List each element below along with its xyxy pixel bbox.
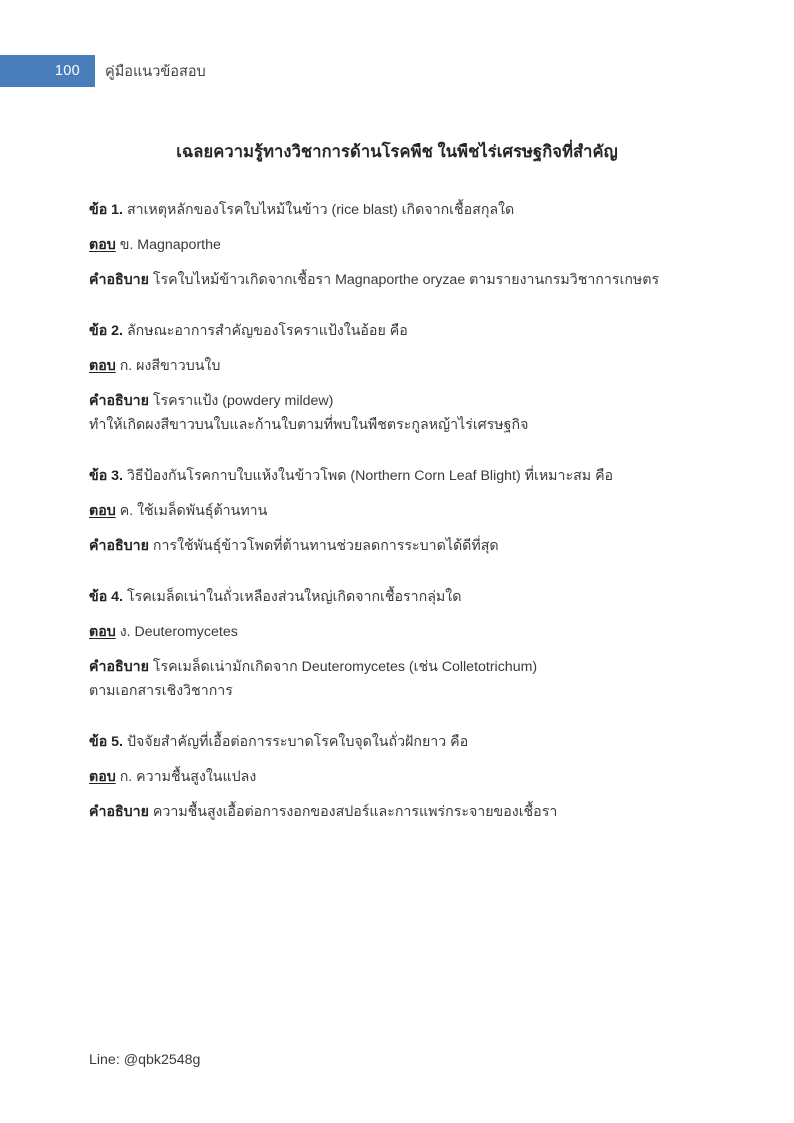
page-header bbox=[0, 55, 794, 87]
page-number: 100 bbox=[54, 62, 80, 79]
answer-line bbox=[89, 766, 705, 788]
question-number: ข้อ 5. bbox=[89, 733, 123, 750]
question-number: ข้อ 3. bbox=[89, 467, 123, 484]
explanation-label: คำอธิบาย bbox=[89, 271, 149, 288]
answer-text: ก. ผงสีขาวบนใบ bbox=[119, 357, 221, 374]
explanation-line bbox=[89, 535, 705, 557]
page-footer-contact: Line: @qbk2548g bbox=[89, 1052, 201, 1068]
qa-block bbox=[89, 465, 705, 557]
answer-line bbox=[89, 621, 705, 643]
answer-text: ก. ความชื้นสูงในแปลง bbox=[119, 768, 257, 785]
qa-block bbox=[89, 731, 705, 823]
explanation-label: คำอธิบาย bbox=[89, 392, 149, 409]
question-text: ลักษณะอาการสำคัญของโรคราแป้งในอ้อย คือ bbox=[126, 322, 408, 339]
question-line bbox=[89, 199, 705, 221]
explanation-line bbox=[89, 269, 705, 291]
explanation-text: โรคเมล็ดเน่ามักเกิดจาก Deuteromycetes (เช่น Colletotrichum) bbox=[152, 658, 538, 675]
explanation-continuation: ตามเอกสารเชิงวิชาการ bbox=[89, 682, 233, 699]
question-text: วิธีป้องกันโรคกาบใบแห้งในข้าวโพด (Northern Corn Leaf Blight) ที่เหมาะสม คือ bbox=[126, 467, 614, 484]
answer-label: ตอบ bbox=[89, 236, 116, 253]
explanation-line bbox=[89, 390, 705, 412]
question-line bbox=[89, 731, 705, 753]
question-text: โรคเมล็ดเน่าในถั่วเหลืองส่วนใหญ่เกิดจากเชื้อรากลุ่มใด bbox=[126, 588, 462, 605]
explanation-text: โรคราแป้ง (powdery mildew) bbox=[152, 392, 334, 409]
answer-text: ข. Magnaporthe bbox=[119, 236, 221, 253]
question-line bbox=[89, 586, 705, 608]
explanation-text: ความชื้นสูงเอื้อต่อการงอกของสปอร์และการแพร่กระจายของเชื้อรา bbox=[152, 803, 558, 820]
qa-block bbox=[89, 199, 705, 291]
explanation-label: คำอธิบาย bbox=[89, 803, 149, 820]
explanation-line bbox=[89, 801, 705, 823]
answer-label: ตอบ bbox=[89, 768, 116, 785]
question-text: ปัจจัยสำคัญที่เอื้อต่อการระบาดโรคใบจุดในถั่วฝักยาว คือ bbox=[126, 733, 469, 750]
answer-label: ตอบ bbox=[89, 623, 116, 640]
document-body bbox=[89, 140, 705, 823]
answer-line bbox=[89, 355, 705, 377]
answer-text: ค. ใช้เมล็ดพันธุ์ต้านทาน bbox=[119, 502, 268, 519]
qa-block bbox=[89, 320, 705, 436]
explanation-line bbox=[89, 656, 705, 678]
question-line bbox=[89, 465, 705, 487]
explanation-text: โรคใบไหม้ข้าวเกิดจากเชื้อรา Magnaporthe oryzae ตามรายงานกรมวิชาการเกษตร bbox=[152, 271, 660, 288]
answer-label: ตอบ bbox=[89, 357, 116, 374]
page-number-box bbox=[0, 55, 95, 87]
qa-block bbox=[89, 586, 705, 702]
explanation-continuation: ทำให้เกิดผงสีขาวบนใบและก้านใบตามที่พบในพืชตระกูลหญ้าไร่เศรษฐกิจ bbox=[89, 416, 529, 433]
question-text: สาเหตุหลักของโรคใบไหม้ในข้าว (rice blast) เกิดจากเชื้อสกุลใด bbox=[126, 201, 515, 218]
answer-text: ง. Deuteromycetes bbox=[119, 623, 238, 640]
question-number: ข้อ 2. bbox=[89, 322, 123, 339]
answer-line bbox=[89, 234, 705, 256]
question-number: ข้อ 4. bbox=[89, 588, 123, 605]
question-number: ข้อ 1. bbox=[89, 201, 123, 218]
explanation-text: การใช้พันธุ์ข้าวโพดที่ต้านทานช่วยลดการระบาดได้ดีที่สุด bbox=[152, 537, 499, 554]
header-book-title: คู่มือแนวข้อสอบ bbox=[105, 63, 206, 80]
answer-label: ตอบ bbox=[89, 502, 116, 519]
answer-line bbox=[89, 500, 705, 522]
explanation-label: คำอธิบาย bbox=[89, 537, 149, 554]
explanation-label: คำอธิบาย bbox=[89, 658, 149, 675]
question-line bbox=[89, 320, 705, 342]
page-title: เฉลยความรู้ทางวิชาการด้านโรคพืช ในพืชไร่เศรษฐกิจที่สำคัญ bbox=[176, 143, 618, 161]
